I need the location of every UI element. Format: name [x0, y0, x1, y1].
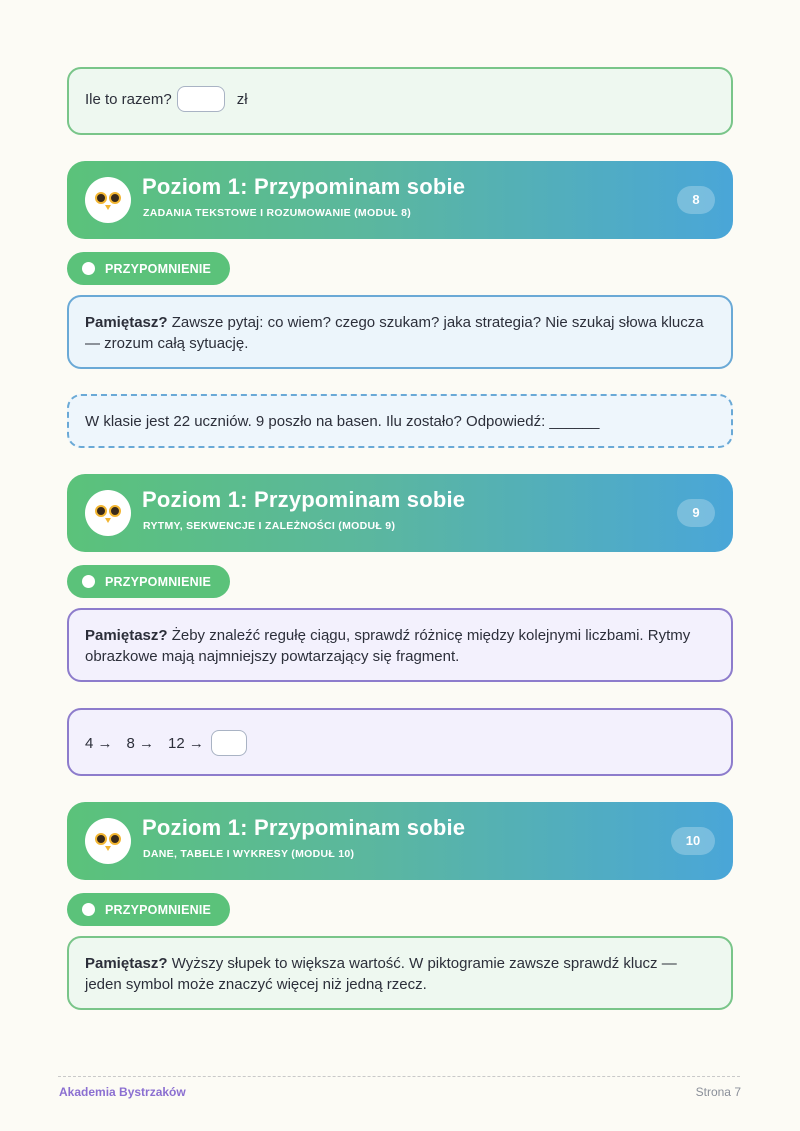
level-banner-module-8	[67, 161, 733, 239]
total-question-card	[67, 67, 733, 135]
reminder-card	[67, 936, 733, 1010]
reminder-body: Żeby znaleźć regułę ciągu, sprawdź różnicę między kolejnymi liczbami. Rytmy obrazkowe mają najmniejszy powtarzający się fragment.	[85, 627, 691, 665]
dot-icon	[82, 262, 95, 275]
banner-title: Poziom 1: Przypominam sobie	[142, 174, 466, 199]
banner-subtitle: DANE, TABELE I WYKRESY (MODUŁ 10)	[143, 848, 355, 860]
reminder-text	[85, 312, 717, 354]
exercise-text: W klasie jest 22 uczniów. 9 poszło na basen. Ilu zostało? Odpowiedź: ______	[85, 413, 600, 430]
owl-mascot-icon	[85, 177, 131, 223]
page-number: Strona 7	[695, 1085, 741, 1099]
reminder-pill	[67, 565, 230, 598]
sequence-card	[67, 708, 733, 776]
question-prompt: Ile to razem?	[85, 90, 172, 108]
owl-mascot-icon	[85, 818, 131, 864]
reminder-text	[85, 953, 717, 995]
reminder-lead: Pamiętasz?	[85, 955, 168, 972]
dot-icon	[82, 903, 95, 916]
banner-title: Poziom 1: Przypominam sobie	[142, 487, 466, 512]
module-badge: 9	[677, 499, 715, 527]
reminder-pill	[67, 893, 230, 926]
module-badge: 8	[677, 186, 715, 214]
answer-input[interactable]	[177, 86, 225, 112]
level-banner-module-10	[67, 802, 733, 880]
reminder-lead: Pamiętasz?	[85, 627, 168, 644]
reminder-lead: Pamiętasz?	[85, 314, 168, 331]
sequence-item: 8 →	[126, 734, 155, 752]
banner-subtitle: RYTMY, SEKWENCJE I ZALEŻNOŚCI (MODUŁ 9)	[143, 520, 396, 532]
pill-label: PRZYPOMNIENIE	[105, 261, 212, 276]
dot-icon	[82, 575, 95, 588]
footer-divider	[58, 1076, 740, 1077]
banner-title: Poziom 1: Przypominam sobie	[142, 815, 466, 840]
reminder-body: Wyższy słupek to większa wartość. W piktogramie zawsze sprawdź klucz — jeden symbol może znaczyć więcej niż jedną rzecz.	[85, 955, 677, 993]
pill-label: PRZYPOMNIENIE	[105, 902, 212, 917]
exercise-card	[67, 394, 733, 448]
reminder-card	[67, 608, 733, 682]
owl-mascot-icon	[85, 490, 131, 536]
reminder-pill	[67, 252, 230, 285]
reminder-body: Zawsze pytaj: co wiem? czego szukam? jaka strategia? Nie szukaj słowa klucza — zrozum całą sytuację.	[85, 314, 704, 352]
reminder-text	[85, 625, 717, 667]
banner-subtitle: ZADANIA TEKSTOWE I ROZUMOWANIE (MODUŁ 8)	[143, 207, 412, 219]
pill-label: PRZYPOMNIENIE	[105, 574, 212, 589]
module-badge: 10	[671, 827, 715, 855]
footer-brand: Akademia Bystrzaków	[59, 1085, 186, 1099]
currency-unit: zł	[236, 90, 248, 108]
reminder-card	[67, 295, 733, 369]
sequence-item: 12 →	[168, 734, 204, 752]
level-banner-module-9	[67, 474, 733, 552]
sequence-item: 4 →	[85, 734, 113, 752]
sequence-answer-input[interactable]	[211, 730, 247, 756]
